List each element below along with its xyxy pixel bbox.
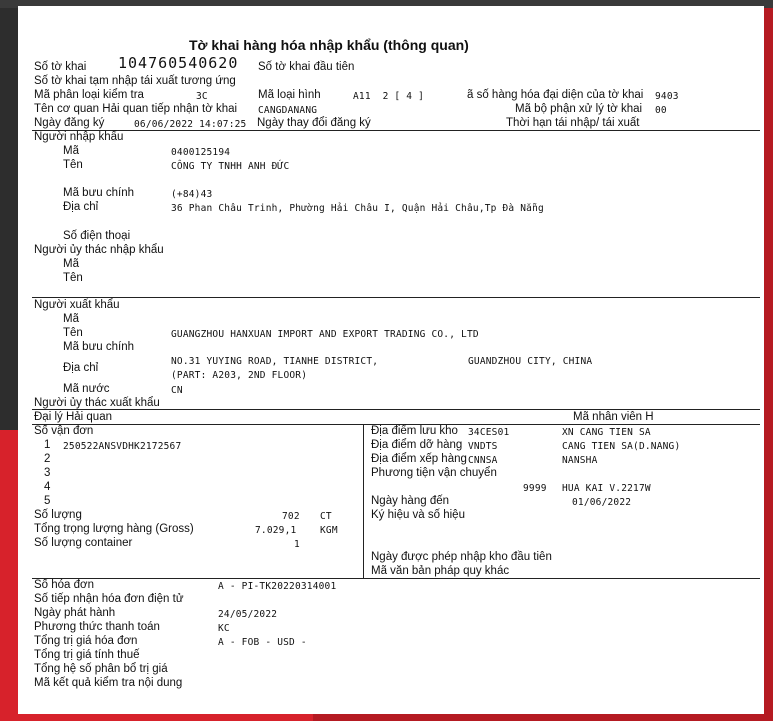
ngay-dang-ky-value: 06/06/2022 14:07:25 — [134, 119, 247, 130]
he-so-label: Tổng hệ số phân bổ trị giá — [34, 663, 168, 675]
tong-tri-gia-value: A - FOB - USD - — [218, 637, 307, 648]
importer-uy-thac-label: Người ủy thác nhập khẩu — [34, 244, 164, 256]
importer-ma-value: 0400125194 — [171, 147, 231, 158]
so-van-don-label: Số vận đơn — [34, 425, 94, 437]
bill-row-value: 250522ANSVDHK2172567 — [63, 441, 182, 452]
exporter-ma-nuoc-value: CN — [171, 385, 183, 396]
divider — [32, 297, 760, 298]
ma-bo-phan-value: 00 — [655, 105, 667, 116]
ma-phan-loai-value: 3C — [196, 91, 208, 102]
ma-so-hang-hoa-label: ã số hàng hóa đại diện của tờ khai — [467, 89, 644, 101]
bill-row-index: 3 — [44, 467, 51, 479]
ma-nhan-vien-label: Mã nhân viên H — [573, 411, 654, 423]
phuong-thuc-value: KC — [218, 623, 230, 634]
ngay-hang-den-label: Ngày hàng đến — [371, 495, 450, 507]
so-tiep-nhan-label: Số tiếp nhận hóa đơn điện tử — [34, 593, 184, 605]
exporter-dia-chi-line1: NO.31 YUYING ROAD, TIANHE DISTRICT, — [171, 356, 379, 367]
ngay-duoc-phep-label: Ngày được phép nhập kho đầu tiên — [371, 551, 552, 563]
dia-diem-xep-hang-label: Địa điểm xếp hàng — [371, 453, 467, 465]
ngay-thay-doi-label: Ngày thay đổi đăng ký — [257, 117, 371, 129]
bill-row-index: 1 — [44, 439, 51, 451]
importer-ma-buu-chinh-value: (+84)43 — [171, 189, 213, 200]
exporter-ma-nuoc-label: Mã nước — [63, 383, 110, 395]
ngay-dang-ky-label: Ngày đăng ký — [34, 117, 105, 129]
divider — [32, 578, 760, 579]
importer-ma-buu-chinh-label: Mã bưu chính — [63, 187, 134, 199]
ma-ket-qua-label: Mã kết quả kiểm tra nội dung — [34, 677, 183, 689]
declaration-sheet — [18, 6, 764, 714]
dia-diem-xep-hang-name: NANSHA — [562, 455, 598, 466]
ten-co-quan-label: Tên cơ quan Hải quan tiếp nhận tờ khai — [34, 103, 238, 115]
importer-ten-value: CÔNG TY TNHH ANH ĐỨC — [171, 161, 290, 172]
so-to-khai-tam-nhap-label: Số tờ khai tạm nhập tái xuất tương ứng — [34, 75, 236, 87]
ma-loai-hinh-label: Mã loại hình — [258, 89, 321, 101]
so-hoa-don-label: Số hóa đơn — [34, 579, 94, 591]
importer-dia-chi-label: Địa chỉ — [63, 201, 99, 213]
dia-diem-do-hang-label: Địa điểm dỡ hàng — [371, 439, 463, 451]
document-title: Tờ khai hàng hóa nhập khẩu (thông quan) — [189, 37, 469, 53]
container-label: Số lượng container — [34, 537, 133, 549]
exporter-ten-label: Tên — [63, 327, 83, 339]
dia-diem-do-hang-code: VNDTS — [468, 441, 498, 452]
exporter-dia-chi-city: GUANDZHOU CITY, CHINA — [468, 356, 593, 367]
importer-ma-label: Mã — [63, 145, 79, 157]
ngay-phat-hanh-label: Ngày phát hành — [34, 607, 116, 619]
trong-luong-value: 7.029,1 — [255, 525, 297, 536]
dia-diem-do-hang-name: CANG TIEN SA(D.NANG) — [562, 441, 681, 452]
ma-so-hang-hoa-value: 9403 — [655, 91, 679, 102]
so-hoa-don-value: A - PI-TK20220314001 — [218, 581, 337, 592]
so-luong-label: Số lượng — [34, 509, 82, 521]
exporter-uy-thac-label: Người ủy thác xuất khẩu — [34, 397, 160, 409]
bill-row-index: 4 — [44, 481, 51, 493]
bill-row-index: 2 — [44, 453, 51, 465]
exporter-ma-label: Mã — [63, 313, 79, 325]
trong-luong-label: Tổng trọng lượng hàng (Gross) — [34, 523, 194, 535]
ky-hieu-label: Ký hiệu và số hiệu — [371, 509, 465, 521]
dai-ly-label: Đại lý Hải quan — [34, 411, 112, 423]
ten-co-quan-value: CANGDANANG — [258, 105, 318, 116]
phuong-tien-name: HUA KAI V.2217W — [562, 483, 651, 494]
container-value: 1 — [294, 539, 300, 550]
divider — [32, 130, 760, 131]
bill-row-index: 5 — [44, 495, 51, 507]
importer-uy-thac-ma-label: Mã — [63, 258, 79, 270]
dia-diem-xep-hang-code: CNNSA — [468, 455, 498, 466]
ma-bo-phan-label: Mã bộ phận xử lý tờ khai — [515, 103, 643, 115]
so-to-khai-label: Số tờ khai — [34, 61, 87, 73]
dia-diem-luu-kho-code: 34CES01 — [468, 427, 510, 438]
importer-uy-thac-ten-label: Tên — [63, 272, 83, 284]
phuong-tien-code: 9999 — [523, 483, 547, 494]
so-luong-value: 702 — [282, 511, 300, 522]
exporter-ma-buu-chinh-label: Mã bưu chính — [63, 341, 134, 353]
exporter-dia-chi-label: Địa chỉ — [63, 362, 99, 374]
trong-luong-unit: KGM — [320, 525, 338, 536]
phuong-thuc-label: Phương thức thanh toán — [34, 621, 160, 633]
exporter-ten-value: GUANGZHOU HANXUAN IMPORT AND EXPORT TRADING CO., LTD — [171, 329, 479, 340]
phuong-tien-label: Phương tiện vận chuyển — [371, 467, 497, 479]
tri-gia-tinh-thue-label: Tổng trị giá tính thuế — [34, 649, 140, 661]
dia-diem-luu-kho-label: Địa điểm lưu kho — [371, 425, 458, 437]
importer-ten-label: Tên — [63, 159, 83, 171]
divider — [32, 409, 760, 410]
ngay-hang-den-value: 01/06/2022 — [572, 497, 632, 508]
importer-dia-chi-value: 36 Phan Châu Trinh, Phường Hải Châu I, Quận Hải Châu,Tp Đà Nẵng — [171, 203, 544, 214]
importer-so-dien-thoai-label: Số điện thoại — [63, 230, 131, 242]
ma-phan-loai-label: Mã phân loại kiểm tra — [34, 89, 144, 101]
ngay-phat-hanh-value: 24/05/2022 — [218, 609, 278, 620]
ma-loai-hinh-value: A11 2 [ 4 ] — [353, 91, 425, 102]
exporter-dia-chi-line2: (PART: A203, 2ND FLOOR) — [171, 370, 308, 381]
importer-section-label: Người nhập khẩu — [34, 131, 124, 143]
exporter-section-label: Người xuất khẩu — [34, 299, 120, 311]
thoi-han-label: Thời hạn tái nhập/ tái xuất — [506, 117, 640, 129]
so-to-khai-dau-tien-label: Số tờ khai đầu tiên — [258, 61, 355, 73]
so-to-khai-value: 104760540620 — [118, 54, 239, 72]
ma-van-ban-label: Mã văn bản pháp quy khác — [371, 565, 510, 577]
so-luong-unit: CT — [320, 511, 332, 522]
column-divider — [363, 424, 364, 578]
dia-diem-luu-kho-name: XN CANG TIEN SA — [562, 427, 651, 438]
tong-tri-gia-label: Tổng trị giá hóa đơn — [34, 635, 138, 647]
